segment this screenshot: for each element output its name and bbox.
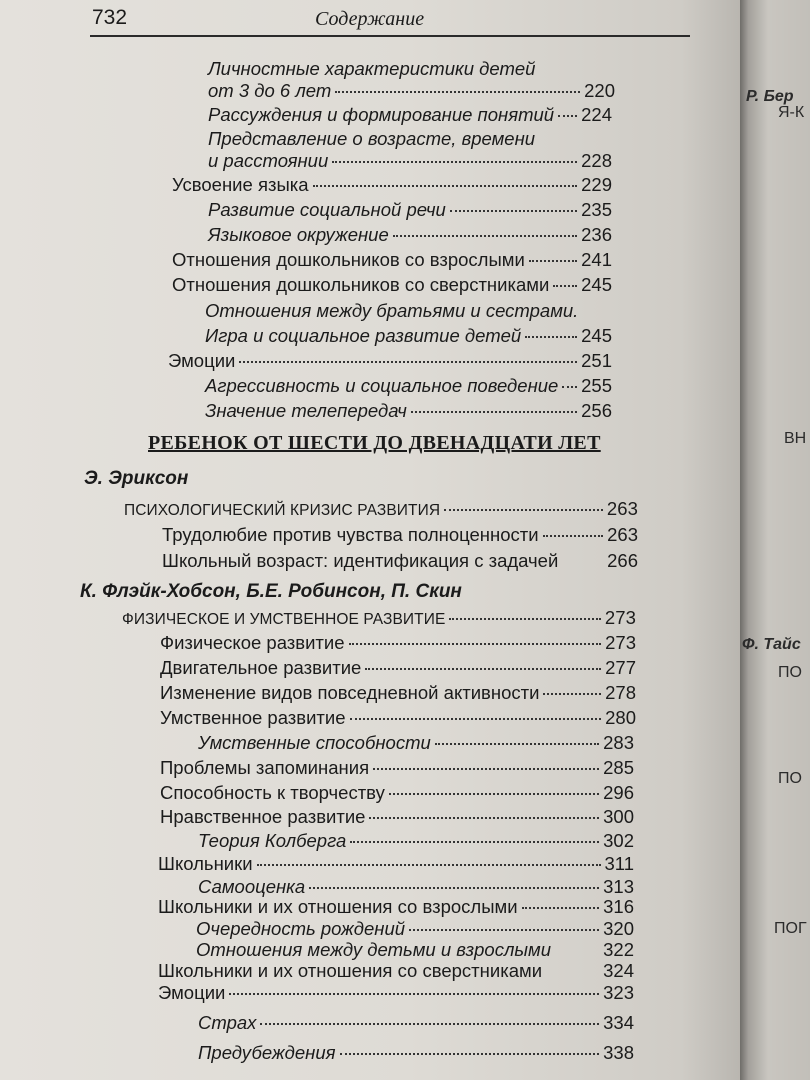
leader-dots [449,618,600,620]
toc-entry-title: Очередность рождений [196,918,406,939]
toc-entry [208,104,612,126]
toc-entry-page: 263 [606,498,638,519]
toc-entry [162,524,638,546]
toc-entry-page: 255 [581,375,612,396]
toc-entry-page: 296 [603,782,634,803]
toc-entry [198,876,634,898]
right-author-heading: Ф. Тайс [742,636,801,653]
leader-dots [522,907,600,909]
toc-entry-title: Трудолюбие против чувства полноценности [162,524,539,545]
toc-entry [172,274,612,296]
toc-entry [124,498,638,522]
leader-dots [444,509,603,511]
leader-dots [373,768,599,770]
toc-entry [160,782,634,804]
toc-entry-title: Теория Колберга [198,830,347,851]
toc-entry [122,607,636,631]
toc-entry [208,128,535,150]
book-page-right [740,0,810,1080]
toc-entry-page: 278 [605,682,636,703]
leader-dots [229,993,599,995]
toc-entry-title: Предубеждения [198,1042,336,1063]
toc-entry-title: Отношения дошкольников со сверстниками [172,274,550,295]
leader-dots [393,235,577,237]
toc-entry-title: Проблемы запоминания [160,757,370,778]
leader-dots [553,285,577,287]
toc-entry [158,982,634,1004]
author-heading: К. Флэйк-Хобсон, Б.Е. Робинсон, П. Скин [80,581,462,602]
leader-dots [409,929,599,931]
right-entry-fragment: ВН [784,430,807,447]
toc-entry-title: Школьный возраст: идентификация с задачей [162,550,559,571]
toc-entry-title: Игра и социальное развитие детей [205,325,522,346]
toc-entry-page: 324 [603,960,634,981]
toc-entry [205,400,612,422]
toc-entry [168,350,612,372]
leader-dots [335,91,580,93]
leader-dots [435,743,599,745]
toc-entry-title: Отношения дошкольников со взрослыми [172,249,525,270]
toc-entry-title: Школьники [158,853,253,874]
toc-entry-page: 320 [603,918,634,939]
toc-entry-page: 245 [581,274,612,295]
toc-entry-page: 311 [604,853,634,874]
toc-entry-page: 334 [603,1012,634,1033]
page-number: 732 [92,6,128,29]
toc-entry-title: Двигательное развитие [160,657,362,678]
leader-dots [313,185,578,187]
toc-entry [208,224,612,246]
toc-entry [172,249,612,271]
toc-entry-title: Отношения между детьми и взрослыми [196,939,551,960]
toc-entry-title: и расстоянии [208,150,329,171]
toc-entry [196,939,634,961]
toc-entry [205,375,612,397]
leader-dots [562,386,577,388]
toc-entry [172,174,612,196]
toc-entry [160,806,634,828]
right-entry-fragment: Я-К [778,104,805,121]
toc-entry [160,657,636,679]
toc-entry [208,199,612,221]
toc-entry-title: Эмоции [168,350,236,371]
toc-entry-page: 280 [605,707,636,728]
leader-dots [350,841,599,843]
toc-entry-title: Физическое развитие [160,632,345,653]
toc-entry-page: 224 [581,104,612,125]
toc-entry [158,853,634,875]
toc-entry-title: Изменение видов повседневной активности [160,682,540,703]
toc-entry-title: Представление о возрасте, времени [208,128,536,149]
toc-entry-title: Самооценка [198,876,306,897]
leader-dots [257,864,601,866]
toc-entry-title: ФИЗИЧЕСКОЕ И УМСТВЕННОЕ РАЗВИТИЕ [122,611,446,628]
leader-dots [332,161,577,163]
toc-entry-page: 220 [584,80,615,101]
leader-dots [389,793,599,795]
toc-entry-page: 285 [603,757,634,778]
author-heading: Э. Эриксон [84,468,189,489]
toc-entry-page: 322 [603,939,634,960]
toc-entry-page: 277 [605,657,636,678]
leader-dots [543,535,604,537]
toc-entry [205,300,578,322]
toc-entry [198,1012,634,1034]
toc-entry-title: Умственные способности [198,732,431,753]
toc-entry-title: Способность к творчеству [160,782,385,803]
toc-entry-page: 316 [603,896,634,917]
page-header [0,4,740,38]
toc-entry [162,550,638,572]
section-heading: РЕБЕНОК ОТ ШЕСТИ ДО ДВЕНАДЦАТИ ЛЕТ [148,432,601,454]
leader-dots [558,115,577,117]
toc-entry-page: 266 [607,550,638,571]
header-rule [90,35,690,37]
toc-entry-title: Усвоение языка [172,174,309,195]
toc-entry-page: 273 [604,607,636,628]
toc-entry-title: Школьники и их отношения со сверстниками [158,960,543,981]
toc-entry [158,960,634,982]
toc-entry-title: от 3 до 6 лет [208,80,332,101]
toc-entry-title: Школьники и их отношения со взрослыми [158,896,518,917]
toc-entry-page: 323 [603,982,634,1003]
leader-dots [369,817,599,819]
toc-entry-title: Рассуждения и формирование понятий [208,104,555,125]
toc-entry-page: 338 [603,1042,634,1063]
leader-dots [365,668,601,670]
toc-entry [160,707,636,729]
toc-entry [198,830,634,852]
toc-entry-title: Умственное развитие [160,707,346,728]
toc-entry-title: Значение телепередач [205,400,407,421]
leader-dots [525,336,577,338]
leader-dots [340,1053,600,1055]
toc-entry-page: 241 [581,249,612,270]
toc-entry-title: Агрессивность и социальное поведение [205,375,559,396]
toc-entry [208,80,615,102]
toc-entry-title: Развитие социальной речи [208,199,446,220]
leader-dots [350,718,602,720]
toc-entry [160,682,636,704]
toc-entry-title: Эмоции [158,982,226,1003]
toc-entry [208,58,535,80]
toc-entry-page: 302 [603,830,634,851]
leader-dots [349,643,602,645]
leader-dots [450,210,577,212]
leader-dots [411,411,577,413]
page-running-title: Содержание [315,8,425,30]
toc-entry-page: 245 [581,325,612,346]
toc-entry-page: 235 [581,199,612,220]
toc-entry [158,896,634,918]
right-author-heading: Р. Бер [746,88,794,105]
toc-entry-page: 283 [603,732,634,753]
right-entry-fragment: ПО [778,664,802,681]
toc-entry-title: Нравственное развитие [160,806,366,827]
toc-entry-page: 300 [603,806,634,827]
toc-entry-page: 273 [605,632,636,653]
toc-entry-page: 251 [581,350,612,371]
toc-entry-page: 256 [581,400,612,421]
toc-entry-title: Страх [198,1012,257,1033]
toc-entry [198,732,634,754]
right-entry-fragment: ПОГ [774,920,807,937]
leader-dots [529,260,577,262]
toc-entry-title: Личностные характеристики детей [208,58,536,79]
leader-dots [309,887,599,889]
toc-entry [160,757,634,779]
toc-entry-page: 229 [581,174,612,195]
toc-entry-title: Языковое окружение [208,224,389,245]
toc-entry [160,632,636,654]
toc-entry-page: 228 [581,150,612,171]
right-entry-fragment: ПО [778,770,802,787]
toc-entry-title: ПСИХОЛОГИЧЕСКИЙ КРИЗИС РАЗВИТИЯ [124,502,441,519]
leader-dots [239,361,577,363]
toc-entry [196,918,634,940]
toc-entry [208,150,612,172]
toc-entry-page: 236 [581,224,612,245]
leader-dots [543,693,601,695]
toc-entry [205,325,612,347]
toc-entry [198,1042,634,1064]
toc-entry-title: Отношения между братьями и сестрами. [205,300,579,321]
leader-dots [260,1023,599,1025]
toc-entry-page: 313 [603,876,634,897]
toc-entry-page: 263 [607,524,638,545]
